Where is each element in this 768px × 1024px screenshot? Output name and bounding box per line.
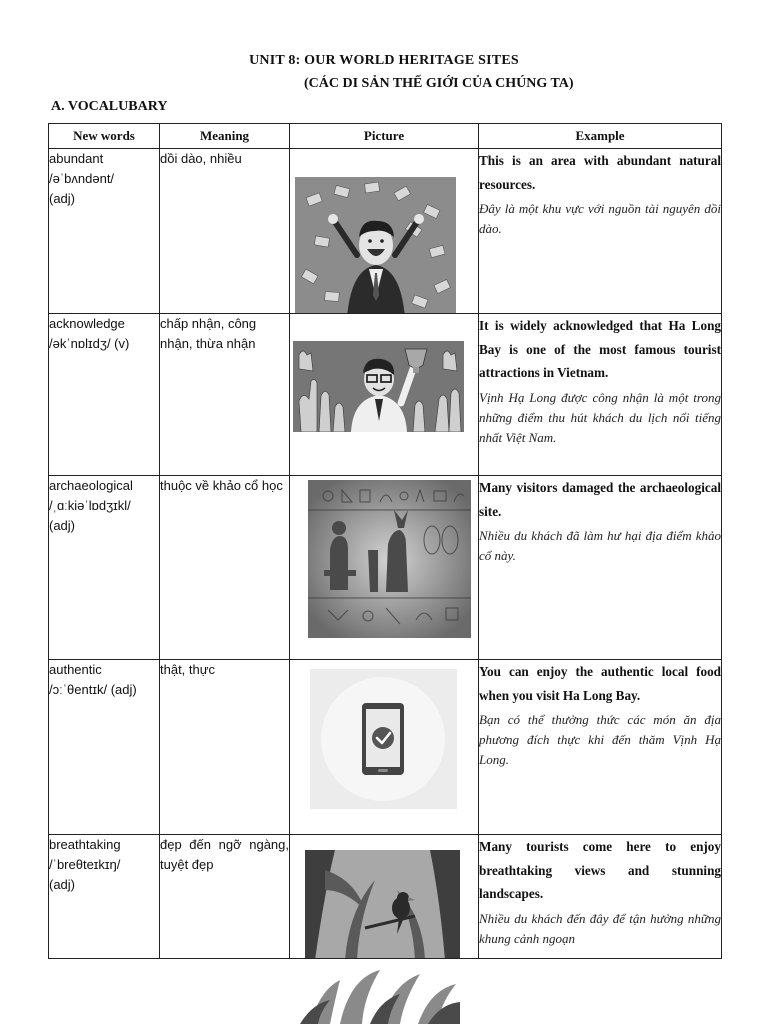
new-word-cell bbox=[49, 835, 160, 959]
column-header-example: Example bbox=[479, 124, 722, 149]
word-text: archaeological bbox=[49, 478, 133, 493]
example-vietnamese: Đây là một khu vực với nguồn tài nguyên dồi dào. bbox=[479, 201, 721, 236]
example-cell bbox=[479, 835, 722, 959]
meaning-cell bbox=[160, 476, 290, 660]
picture-cell bbox=[290, 660, 479, 835]
example-vietnamese: Vịnh Hạ Long được công nhận là một trong những điểm thu hút khách du lịch nổi tiếng nhất Việt Nam. bbox=[479, 389, 721, 445]
example-cell bbox=[479, 314, 722, 476]
picture-cell bbox=[290, 476, 479, 660]
column-header-picture: Picture bbox=[290, 124, 479, 149]
page-subtitle: (CÁC DI SẢN THẾ GIỚI CỦA CHÚNG TA) bbox=[304, 76, 574, 91]
meaning-text: dồi dào, nhiều bbox=[160, 151, 242, 166]
meaning-cell bbox=[160, 835, 290, 959]
vocabulary-table bbox=[48, 123, 722, 959]
word-text: abundant bbox=[49, 151, 104, 166]
egyptian-hieroglyphs-illustration bbox=[308, 480, 471, 638]
example-english: It is widely acknowledged that Ha Long Bay is one of the most famous tourist attractions in Vietnam. bbox=[479, 318, 721, 380]
table-row bbox=[49, 835, 722, 959]
page-title: UNIT 8: OUR WORLD HERITAGE SITES bbox=[249, 53, 519, 68]
meaning-text: đẹp đến ngỡ ngàng, tuyệt đẹp bbox=[160, 837, 289, 872]
table-row bbox=[49, 476, 722, 660]
new-word-cell bbox=[49, 314, 160, 476]
word-text: authentic bbox=[49, 662, 102, 677]
man-with-trophy-illustration bbox=[293, 341, 464, 432]
example-cell bbox=[479, 149, 722, 314]
word-pos: (adj) bbox=[49, 877, 76, 892]
table-row bbox=[49, 149, 722, 314]
column-header-meaning: Meaning bbox=[160, 124, 290, 149]
example-cell bbox=[479, 660, 722, 835]
example-vietnamese: Bạn có thể thưởng thức các món ăn địa phương đích thực khi đến thăm Vịnh Hạ Long. bbox=[479, 712, 721, 767]
table-row bbox=[49, 660, 722, 835]
example-cell bbox=[479, 476, 722, 660]
meaning-cell bbox=[160, 660, 290, 835]
example-english: This is an area with abundant natural resources. bbox=[479, 153, 721, 192]
word-ipa: /ɔːˈθentɪk/ (adj) bbox=[49, 682, 137, 697]
example-vietnamese: Nhiều du khách đã làm hư hại địa điểm khảo cổ này. bbox=[479, 528, 721, 563]
example-english: Many tourists come here to enjoy breathtaking views and stunning landscapes. bbox=[479, 839, 721, 901]
man-with-money-illustration bbox=[295, 177, 456, 314]
jungle-bird-illustration bbox=[305, 850, 460, 959]
meaning-text: thuộc về khảo cổ học bbox=[160, 478, 283, 493]
meaning-text: chấp nhận, công nhận, thừa nhận bbox=[160, 316, 257, 351]
example-english: Many visitors damaged the archaeological site. bbox=[479, 480, 721, 519]
word-ipa: /ˈbreθteɪkɪŋ/ bbox=[49, 857, 121, 872]
word-text: acknowledge bbox=[49, 316, 125, 331]
table-header-row bbox=[49, 124, 722, 149]
section-heading: A. VOCALUBARY bbox=[51, 99, 168, 114]
table-row bbox=[49, 314, 722, 476]
meaning-text: thật, thực bbox=[160, 662, 215, 677]
picture-cell bbox=[290, 835, 479, 959]
meaning-cell bbox=[160, 149, 290, 314]
word-pos: (adj) bbox=[49, 518, 76, 533]
new-word-cell bbox=[49, 660, 160, 835]
picture-cell bbox=[290, 314, 479, 476]
picture-cell bbox=[290, 149, 479, 314]
new-word-cell bbox=[49, 476, 160, 660]
new-word-cell bbox=[49, 149, 160, 314]
phone-checkmark-illustration bbox=[310, 669, 457, 809]
word-ipa: /ˌɑːkiəˈlɒdʒɪkl/ bbox=[49, 498, 131, 513]
word-ipa: /əˈbʌndənt/ bbox=[49, 171, 115, 186]
column-header-new-words: New words bbox=[49, 124, 160, 149]
word-pos: (adj) bbox=[49, 191, 76, 206]
example-english: You can enjoy the authentic local food when you visit Ha Long Bay. bbox=[479, 664, 721, 703]
example-vietnamese: Nhiều du khách đến đây để tận hưởng những khung cảnh ngoạn bbox=[479, 910, 721, 946]
word-text: breathtaking bbox=[49, 837, 121, 852]
jungle-bird-illustration-overflow bbox=[300, 960, 460, 1024]
meaning-cell bbox=[160, 314, 290, 476]
word-ipa: /əkˈnɒlɪdʒ/ (v) bbox=[49, 336, 130, 351]
